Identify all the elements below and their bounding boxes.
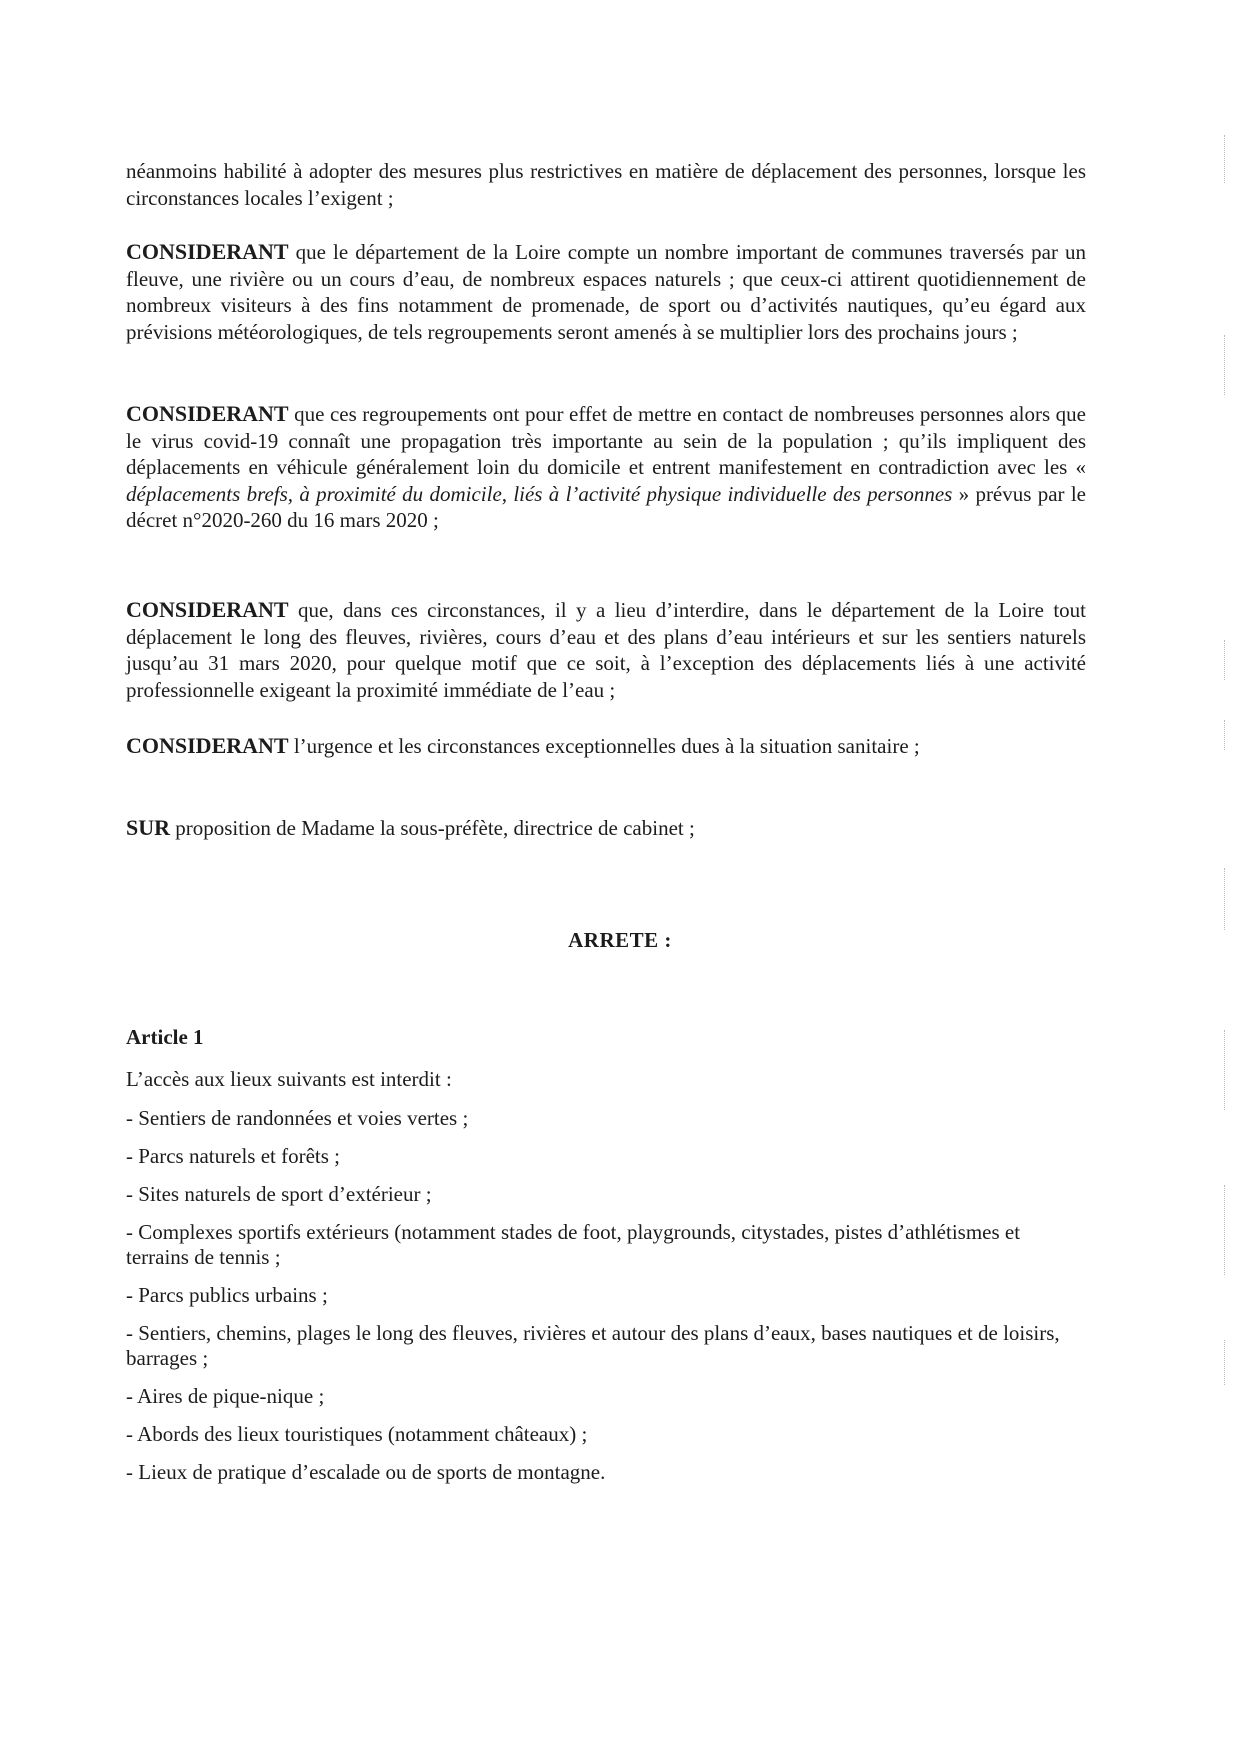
list-item: - Parcs naturels et forêts ; — [126, 1144, 341, 1168]
paragraph-text: néanmoins habilité à adopter des mesures plus restrictives en matière de déplacement des personnes, lorsque les circonstances locales l’exigent ; — [126, 159, 1086, 210]
scan-mark — [1224, 868, 1226, 930]
scan-mark — [1224, 335, 1226, 395]
scan-mark — [1224, 135, 1226, 183]
scan-mark — [1224, 1030, 1226, 1110]
paragraph-text: que ces regroupements ont pour effet de mettre en contact de nombreuses personnes alors que le virus covid-19 connaît une propagation très importante au sein de la population ; qu’ils impliquent des déplacements en véhicule généralement loin du domicile et entrent manifestement en contradiction avec les « — [126, 402, 1086, 479]
scan-mark — [1224, 640, 1226, 680]
list-item: - Aires de pique-nique ; — [126, 1384, 325, 1408]
article-title: Article 1 — [126, 1025, 204, 1049]
prohibited-places-list — [126, 1106, 1086, 1498]
considerant-keyword: CONSIDERANT — [126, 401, 289, 426]
paragraph-considerant-urgence — [126, 733, 1086, 760]
paragraph-text: » prévus par le décret n°2020-260 du 16 mars 2020 ; — [126, 481, 1086, 532]
paragraph-text: que le département de la Loire compte un nombre important de communes traversés par un fleuve, une rivière ou un cours d’eau, de nombreux espaces naturels ; que ceux-ci attirent quotidiennement de nombreux visiteurs à des fins notamment de promenade, de sport ou d’activités nautiques, qu’eu égard aux prévisions météorologiques, de tels regroupements seront amenés à se multiplier lors des prochains jours ; — [126, 240, 1086, 344]
list-item: - Sites naturels de sport d’extérieur ; — [126, 1182, 432, 1206]
scan-mark — [1224, 720, 1226, 750]
paragraph-considerant-interdire — [126, 597, 1086, 703]
list-item: - Abords des lieux touristiques (notamment châteaux) ; — [126, 1422, 588, 1446]
paragraph-intro — [126, 158, 1086, 211]
considerant-keyword: CONSIDERANT — [126, 733, 289, 758]
paragraph-text: proposition de Madame la sous-préfète, directrice de cabinet ; — [170, 816, 695, 840]
list-item: - Parcs publics urbains ; — [126, 1283, 328, 1307]
list-item: - Lieux de pratique d’escalade ou de sports de montagne. — [126, 1460, 606, 1484]
decree-quote: déplacements brefs, à proximité du domicile, liés à l’activité physique individuelle des personnes — [126, 481, 953, 506]
scan-mark — [1224, 1185, 1226, 1275]
paragraph-sur-proposition — [126, 815, 1086, 842]
considerant-keyword: CONSIDERANT — [126, 239, 289, 264]
paragraph-text: que, dans ces circonstances, il y a lieu d’interdire, dans le département de la Loire tout déplacement le long des fleuves, rivières, cours d’eau et des plans d’eau intérieurs et sur les sentiers naturels jusqu’au 31 mars 2020, pour quelque motif que ce soit, à l’exception des déplacements liés à une activité professionnelle exigeant la proximité immédiate de l’eau ; — [126, 598, 1086, 702]
paragraph-considerant-loire — [126, 239, 1086, 345]
paragraph-text: l’urgence et les circonstances exceptionnelles dues à la situation sanitaire ; — [288, 734, 920, 758]
list-item: - Complexes sportifs extérieurs (notamment stades de foot, playgrounds, citystades, pistes d’athlétismes et terrains de tennis ; — [126, 1220, 1021, 1269]
list-item: - Sentiers de randonnées et voies vertes ; — [126, 1106, 469, 1130]
paragraph-considerant-regroupements — [126, 401, 1086, 534]
scan-margin-marks — [1224, 0, 1226, 1754]
arrete-heading: ARRETE : — [568, 928, 672, 952]
sur-keyword: SUR — [126, 815, 171, 840]
scan-mark — [1224, 1340, 1226, 1385]
considerant-keyword: CONSIDERANT — [126, 597, 289, 622]
article-intro: L’accès aux lieux suivants est interdit : — [126, 1067, 452, 1091]
list-item: - Sentiers, chemins, plages le long des fleuves, rivières et autour des plans d’eaux, bases nautiques et de loisirs, barrages ; — [126, 1321, 1060, 1370]
